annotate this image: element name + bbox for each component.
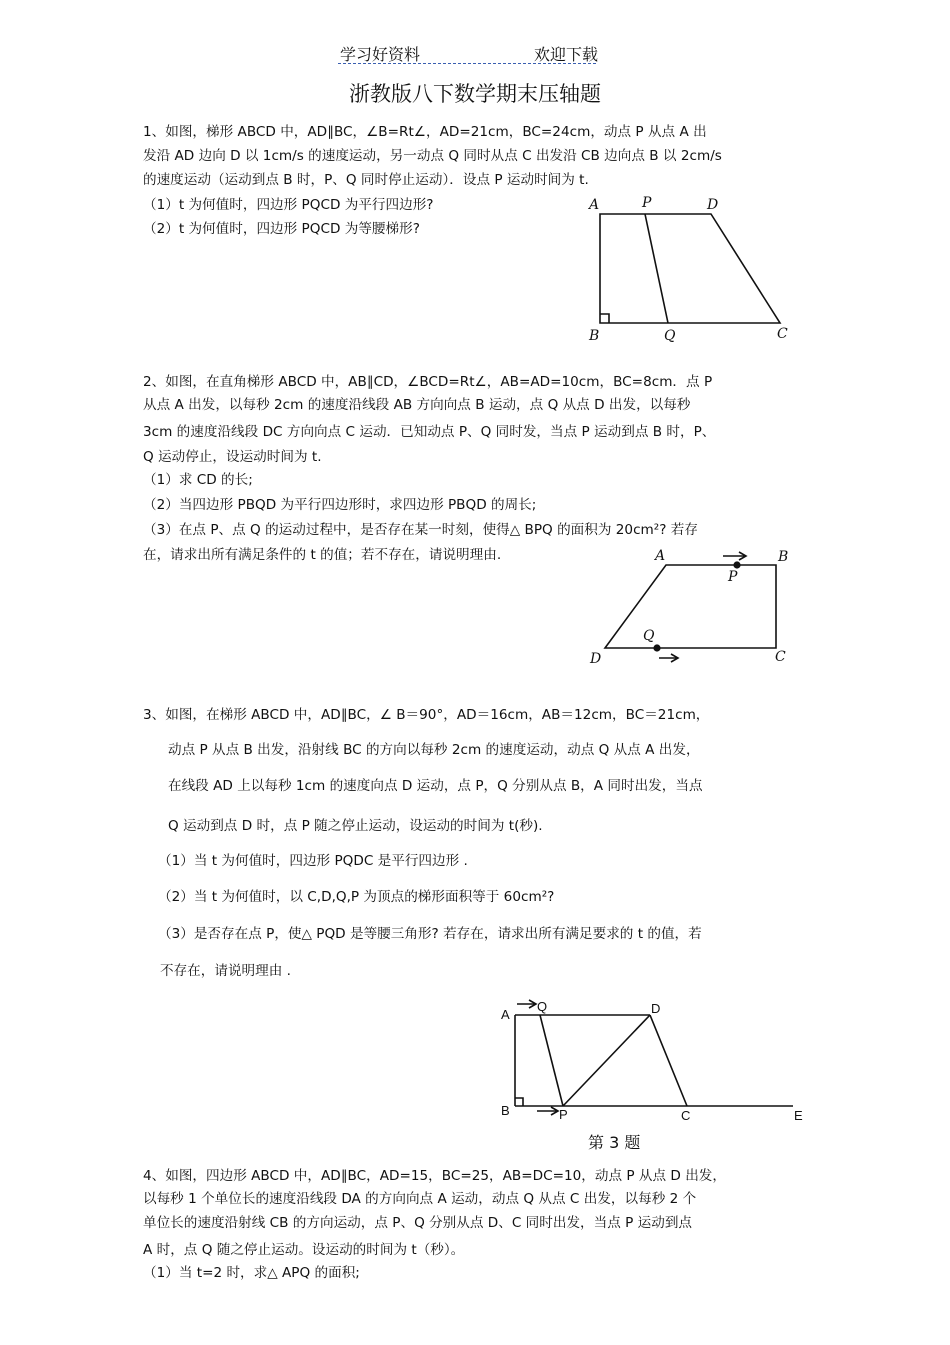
- problem-3-line: 在线段 AD 上以每秒 1cm 的速度向点 D 运动，点 P，Q 分别从点 B，A 同时出发，当点: [168, 778, 703, 794]
- problem-3-line: 不存在，请说明理由 .: [160, 963, 291, 979]
- header-left: 学习好资料: [340, 45, 421, 64]
- figure-2-label-p: P: [728, 569, 738, 585]
- figure-3-caption: 第 3 题: [588, 1133, 641, 1152]
- problem-1-line: 的速度运动（运动到点 B 时，P、Q 同时停止运动）．设点 P 运动时间为 t.: [143, 172, 589, 188]
- problem-3-line: Q 运动到点 D 时，点 P 随之停止运动，设运动的时间为 t(秒).: [168, 818, 543, 834]
- problem-1-line: 发沿 AD 边向 D 以 1cm/s 的速度运动，另一动点 Q 同时从点 C 出发沿 CB 边向点 B 以 2cm/s: [143, 148, 722, 164]
- point-q-dot: [653, 644, 660, 651]
- problem-4-line: 以每秒 1 个单位长的速度沿线段 DA 的方向向点 A 运动，动点 Q 从点 C 出发，以每秒 2 个: [143, 1191, 697, 1207]
- figure-2-label-b: B: [778, 549, 789, 565]
- problem-4-line: 单位长的速度沿射线 CB 的方向运动，点 P、Q 分别从点 D、C 同时出发，当点 P 运动到点: [143, 1215, 693, 1231]
- figure-1-label-q: Q: [664, 328, 676, 344]
- figure-3-label-q: Q: [537, 999, 548, 1014]
- problem-4-line: A 时，点 Q 随之停止运动。设运动的时间为 t（秒）。: [143, 1242, 465, 1258]
- figure-3-label-a: A: [501, 1007, 510, 1022]
- problem-3-line: （3）是否存在点 P，使△ PQD 是等腰三角形? 若存在，请求出所有满足要求的 t 的值，若: [158, 926, 702, 942]
- figure-2-label-d: D: [590, 651, 602, 667]
- figure-3-label-d: D: [651, 1001, 661, 1016]
- problem-4-line: （1）当 t=2 时，求△ APQ 的面积;: [143, 1265, 360, 1281]
- figure-1-label-c: C: [777, 326, 788, 342]
- figure-1-label-d: D: [707, 197, 719, 213]
- figure-3-label-c: C: [681, 1108, 691, 1123]
- problem-3-line: 3、如图，在梯形 ABCD 中，AD∥BC，∠ B＝90°，AD＝16cm，AB＝12cm，BC＝21cm，: [143, 707, 710, 723]
- figure-1-label-b: B: [589, 328, 600, 344]
- problem-2-line: （3）在点 P、点 Q 的运动过程中，是否存在某一时刻，使得△ BPQ 的面积为 20cm²? 若存: [143, 522, 698, 538]
- figure-2-label-a: A: [655, 548, 666, 564]
- problem-1-line: （2）t 为何值时，四边形 PQCD 为等腰梯形?: [143, 221, 420, 237]
- problem-2-line: 从点 A 出发，以每秒 2cm 的速度沿线段 AB 方向向点 B 运动，点 Q 从点 D 出发，以每秒: [143, 397, 691, 413]
- problem-4-line: 4、如图，四边形 ABCD 中，AD∥BC，AD=15，BC=25，AB=DC=10，动点 P 从点 D 出发，: [143, 1168, 726, 1184]
- point-p-dot: [733, 561, 740, 568]
- problem-3-line: （1）当 t 为何值时，四边形 PQDC 是平行四边形 .: [158, 853, 468, 869]
- figure-3-label-p: P: [559, 1107, 568, 1122]
- problem-2-line: （1）求 CD 的长;: [143, 472, 253, 488]
- problem-1-line: （1）t 为何值时，四边形 PQCD 为平行四边形?: [143, 197, 434, 213]
- problem-3-line: 动点 P 从点 B 出发，沿射线 BC 的方向以每秒 2cm 的速度运动，动点 Q 从点 A 出发，: [168, 742, 700, 758]
- figure-2-label-q: Q: [643, 628, 655, 644]
- figure-2-label-c: C: [775, 649, 786, 665]
- problem-2-line: 2、如图，在直角梯形 ABCD 中，AB∥CD，∠BCD=Rt∠，AB=AD=10cm，BC=8cm．点 P: [143, 374, 713, 390]
- header-right: 欢迎下载: [534, 45, 599, 64]
- page-title: 浙教版八下数学期末压轴题: [349, 82, 601, 106]
- figure-2-right-trapezoid: [585, 545, 805, 670]
- figure-1-label-a: A: [589, 197, 600, 213]
- header-divider: [338, 63, 596, 64]
- problem-3-line: （2）当 t 为何值时，以 C,D,Q,P 为顶点的梯形面积等于 60cm²?: [158, 889, 555, 905]
- problem-2-line: 3cm 的速度沿线段 DC 方向向点 C 运动．已知动点 P、Q 同时发，当点 P 运动到点 B 时，P、: [143, 424, 716, 440]
- figure-1-trapezoid: [580, 192, 800, 347]
- figure-3-label-e: E: [794, 1108, 803, 1123]
- figure-3-label-b: B: [501, 1103, 510, 1118]
- problem-2-line: Q 运动停止，设运动时间为 t.: [143, 449, 322, 465]
- problem-2-line: （2）当四边形 PBQD 为平行四边形时，求四边形 PBQD 的周长;: [143, 497, 537, 513]
- figure-3-trapezoid: [495, 995, 815, 1155]
- problem-2-line: 在，请求出所有满足条件的 t 的值；若不存在，请说明理由.: [143, 547, 502, 563]
- problem-1-line: 1、如图，梯形 ABCD 中，AD∥BC，∠B=Rt∠，AD=21cm，BC=24cm，动点 P 从点 A 出: [143, 124, 707, 140]
- figure-1-label-p: P: [642, 195, 652, 211]
